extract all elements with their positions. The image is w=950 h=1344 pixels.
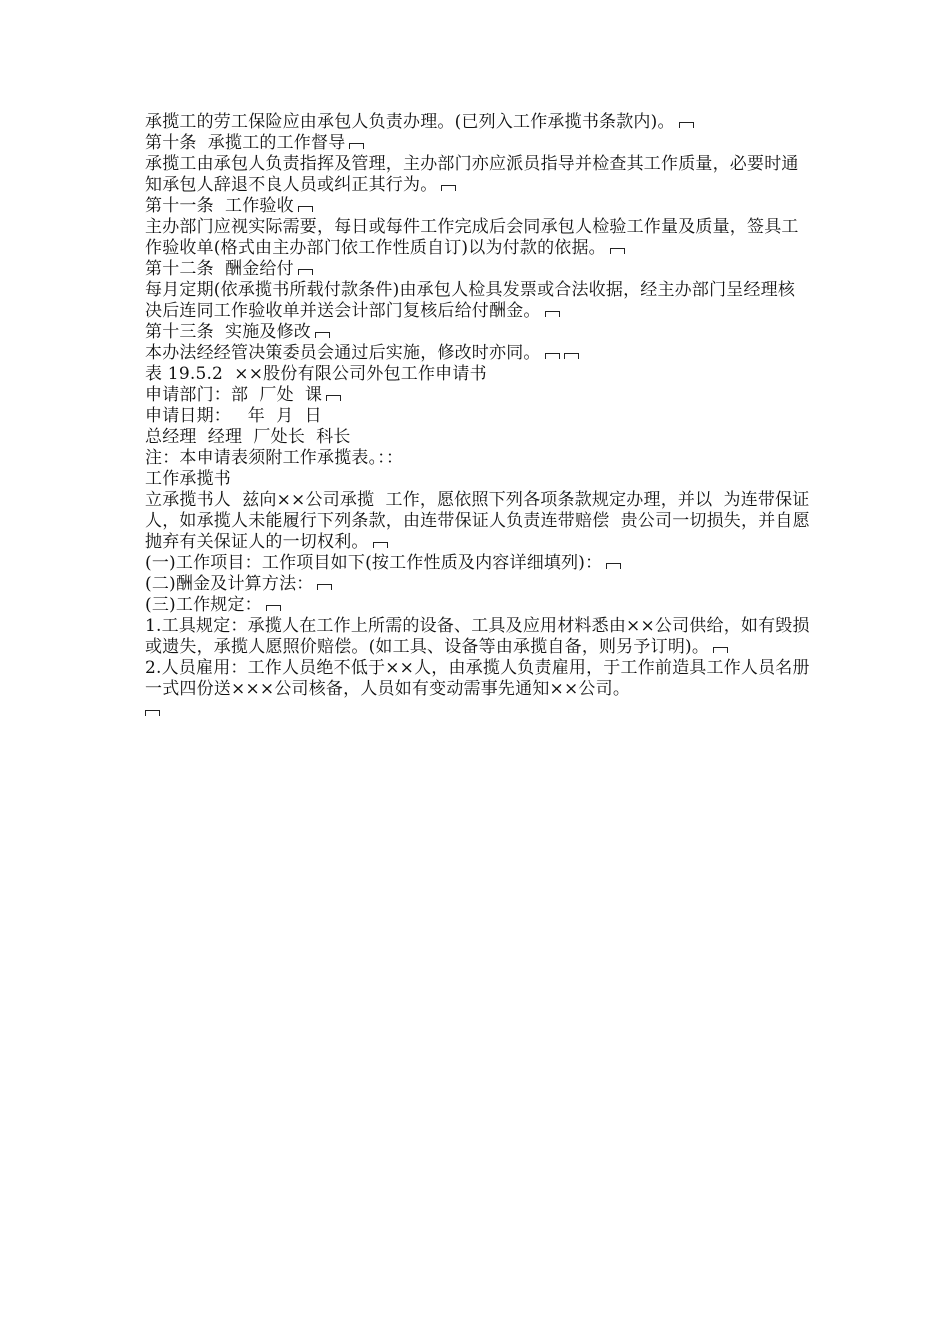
paragraph-acceptance: 主办部门应视实际需要，每日或每件工作完成后会同承包人检验工作量及质量，签具工作验收单(格式由主办部门依工作性质自订)以为付款的依据。 xyxy=(145,217,799,258)
form-field-signatures: 总经理 经理 厂处长 科长 xyxy=(145,427,351,447)
paragraph-mark-icon xyxy=(266,605,281,611)
form-field-date: 申请日期： 年 月 日 xyxy=(145,406,322,426)
paragraph-remuneration: (二)酬金及计算方法： xyxy=(145,574,810,595)
table-caption: 表 19.5.2 ××股份有限公司外包工作申请书 xyxy=(145,364,487,384)
paragraph-payment: 每月定期(依承揽书所载付款条件)由承包人检具发票或合法收据，经主办部门呈经理核决后连同工作验收单并送会计部门复核后给付酬金。 xyxy=(145,280,796,321)
paragraph-mark-icon xyxy=(713,647,728,653)
paragraph-mark-icon xyxy=(441,185,456,191)
document-body xyxy=(145,112,810,721)
paragraph-mark-icon xyxy=(373,542,388,548)
paragraph-work-rules: (三)工作规定： xyxy=(145,595,810,616)
paragraph-mark-icon xyxy=(298,206,313,212)
paragraph-supervision: 承揽工由承包人负责指挥及管理，主办部门亦应派员指导并检查其工作质量，必要时通知承包人辞退不良人员或纠正其行为。 xyxy=(145,154,799,195)
paragraph-mark-icon xyxy=(145,710,160,716)
paragraph-mark-icon xyxy=(679,122,694,128)
paragraph-mark-icon xyxy=(315,332,330,338)
paragraph-implementation: 本办法经经管决策委员会通过后实施，修改时亦同。 xyxy=(145,343,810,364)
form-note: 注：本申请表须附工作承揽表。：： xyxy=(145,448,404,468)
section-title-contract: 工作承揽书 xyxy=(145,469,231,489)
paragraph-mark-icon xyxy=(317,584,332,590)
heading-article-12: 第十二条 酬金给付 xyxy=(145,259,810,280)
paragraph-mark-icon xyxy=(326,395,341,401)
paragraph-mark-icon xyxy=(298,269,313,275)
paragraph-mark-icon xyxy=(349,143,364,149)
paragraph-mark-icon xyxy=(545,353,560,359)
paragraph-mark-icon xyxy=(606,563,621,569)
paragraph-labor-insurance: 承揽工的劳工保险应由承包人负责办理。(已列入工作承揽书条款内)。 xyxy=(145,112,810,133)
heading-article-10: 第十条 承揽工的工作督导 xyxy=(145,133,810,154)
paragraph-work-items: (一)工作项目：工作项目如下(按工作性质及内容详细填列)： xyxy=(145,553,810,574)
paragraph-mark-icon xyxy=(610,248,625,254)
form-field-department: 申请部门：部 厂处 课 xyxy=(145,385,810,406)
heading-article-11: 第十一条 工作验收 xyxy=(145,196,810,217)
paragraph-contract-intro: 立承揽书人 兹向××公司承揽 工作，愿依照下列各项条款规定办理，并以 为连带保证人，如承揽人未能履行下列条款，由连带保证人负责连带赔偿 贵公司一切损失，并自愿抛弃有关保证人的一切权利。 xyxy=(145,490,810,552)
heading-article-13: 第十三条 实施及修改 xyxy=(145,322,810,343)
paragraph-tool-rules: 1.工具规定：承揽人在工作上所需的设备、工具及应用材料悉由××公司供给，如有毁损或遗失，承揽人愿照价赔偿。(如工具、设备等由承揽自备，则另予订明)。 xyxy=(145,616,810,657)
paragraph-mark-icon xyxy=(564,353,579,359)
paragraph-staffing: 2.人员雇用：工作人员绝不低于××人，由承揽人负责雇用，于工作前造具工作人员名册一式四份送×××公司核备，人员如有变动需事先通知××公司。 xyxy=(145,658,810,721)
paragraph-mark-icon xyxy=(545,311,560,317)
